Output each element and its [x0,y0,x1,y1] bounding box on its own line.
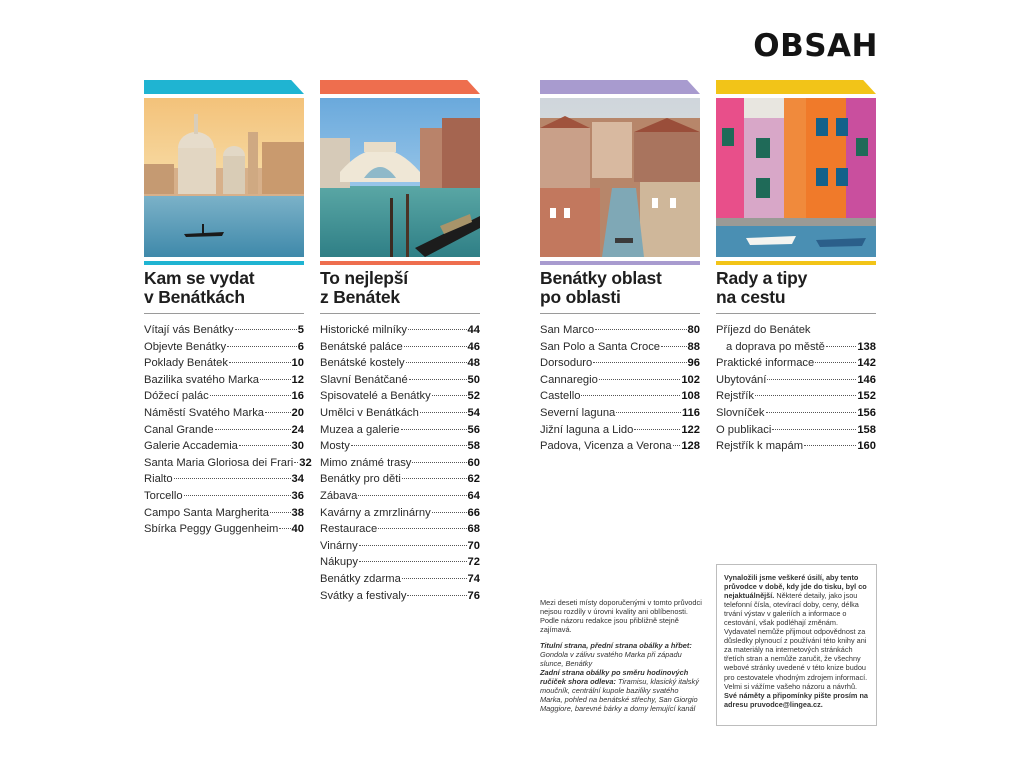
toc-leader-dots [826,346,856,347]
toc-entry-page: 146 [857,373,876,386]
toc-leader-dots [402,578,467,579]
toc-leader-dots [378,528,466,529]
toc-entry-page: 44 [467,324,480,336]
disclaimer-intro: Vynaložili jsme veškeré úsilí, aby tento průvodce v době, kdy jde do tisku, byl co nejaktuálnější. [724,573,867,601]
toc-leader-dots [593,362,686,363]
toc-leader-dots [229,362,291,363]
toc-entry-label: Galerie Accademia [144,440,238,453]
toc-entry-page: 76 [467,589,480,602]
toc-leader-dots [420,412,467,413]
toc-entry-page: 46 [467,340,480,353]
toc-leader-dots [772,429,856,430]
toc-entry-page: 58 [467,440,480,453]
toc-entry[interactable] [144,488,304,505]
toc-leader-dots [239,445,291,446]
grand-canal-basilica-photo [144,98,304,257]
toc-entry[interactable] [716,405,876,422]
toc-leader-dots [215,429,291,430]
toc-leader-dots [358,495,466,496]
toc-entry-page: 160 [857,440,876,453]
toc-entry-page: 40 [291,523,304,536]
toc-entry-label: Rialto [144,473,173,486]
toc-entry[interactable] [144,388,304,405]
toc-entry-label: Mosty [320,440,350,453]
toc-entry-label: O publikaci [716,423,772,436]
back-cover-text: Tiramisu, klasický italský moučník, centrální kupole baziliky svatého Marka, pohled na benátské střechy, San Giorgio Maggiore, barevné bárky a domy lemující kanál [540,677,699,713]
toc-leader-dots [260,379,291,380]
toc-leader-dots [432,512,467,513]
toc-entry[interactable] [540,355,700,372]
toc-entry[interactable] [716,355,876,372]
back-cover-label: Zadní strana obálky po směru hodinových ručiček shora odleva: [540,668,689,686]
toc-leader-dots [270,512,291,513]
toc-entry-page: 20 [291,406,304,419]
toc-entry-page: 64 [467,489,480,502]
toc-entry[interactable] [540,422,700,439]
venice-rooftops-photo [540,98,700,257]
toc-entry[interactable] [320,588,480,605]
toc-entry-page: 10 [291,357,304,370]
toc-entry-page: 102 [681,373,700,386]
disclaimer-body: Některé detaily, jako jsou telefonní čísla, otevírací doby, ceny, délka trvání výstav v galeriích a informace o cestování, však podléhají změnám. Vydavatel nemůže přijmout odpovědnost za důsledky plynoucí z používání této knihy ani za materiály na internetových stránkách třetích stran a nemůže zaručit, že všechny webové stránky uvedené v této knize budou pro cestovatele vhodným zdrojem informací. Velmi si vážíme vašeho názoru a návrhů. [724,591,868,691]
toc-entry[interactable] [716,372,876,389]
section-color-bar [716,80,876,94]
disclaimer-box [716,564,877,726]
section-divider [540,313,700,314]
toc-leader-dots [404,346,467,347]
toc-entry[interactable] [320,554,480,571]
toc-entry-label: Torcello [144,489,183,502]
section-color-bar [540,80,700,94]
toc-leader-dots [265,412,291,413]
toc-leader-dots [227,346,297,347]
toc-entry[interactable] [144,471,304,488]
toc-entry-page: 16 [291,390,304,403]
toc-leader-dots [294,462,298,463]
toc-leader-dots [407,595,466,596]
note-intro: Mezi deseti místy doporučenými v tomto průvodci nejsou rozdíly v úrovni kvality ani oblíbenosti. Podle názoru redakce jsou přibližně stejně zajímavá. [540,598,702,634]
toc-entry[interactable] [144,355,304,372]
toc-entry-label: Benátky pro děti [320,473,401,486]
toc-entry-label-continued: a doprava po městě [726,340,825,353]
toc-entry[interactable] [144,339,304,356]
toc-entry-label: Příjezd do Benátek [716,324,811,336]
section-heading-line1: Benátky oblast [540,268,662,288]
toc-leader-dots [767,379,856,380]
toc-entry-page: 108 [681,390,700,403]
toc-entry[interactable] [320,388,480,405]
toc-leader-dots [235,329,297,330]
toc-entry-page: 68 [467,523,480,536]
toc-leader-dots [406,362,467,363]
toc-entry-label: Vinárny [320,539,358,552]
toc-entry[interactable] [320,438,480,455]
toc-entry[interactable] [320,355,480,372]
toc-entry-page: 128 [681,440,700,453]
section-divider [320,313,480,314]
toc-leader-dots [359,561,467,562]
section-color-underline [540,261,700,265]
toc-entry[interactable] [540,438,700,455]
section-color-underline [144,261,304,265]
toc-entry-label: Zábava [320,489,358,502]
toc-entry-label: Dóžecí palác [144,390,209,403]
toc-leader-dots [210,395,291,396]
toc-leader-dots [359,545,467,546]
toc-entry[interactable] [144,521,304,538]
section-color-underline [716,261,876,265]
toc-entry-label: Rejstřík [716,390,754,403]
toc-entry-page: 12 [291,373,304,386]
page-title: OBSAH [753,28,878,64]
toc-entry[interactable] [716,322,876,355]
rialto-bridge-photo [320,98,480,257]
toc-entry[interactable] [320,372,480,389]
toc-entry-page: 142 [857,357,876,370]
toc-entry[interactable] [716,422,876,439]
toc-entry-label: Benátské kostely [320,357,405,370]
toc-entry[interactable] [320,339,480,356]
toc-entry[interactable] [320,505,480,522]
toc-entry-label: Náměstí Svatého Marka [144,406,265,419]
toc-entry-page: 34 [291,473,304,486]
toc-entry[interactable] [144,505,304,522]
toc-entry-label: Bazilika svatého Marka [144,373,260,386]
toc-entry-page: 50 [467,373,480,386]
section-heading-line2: na cestu [716,287,786,307]
toc-entry-label: Historické milníky [320,324,408,336]
toc-entry-label: Severní laguna [540,406,616,419]
toc-leader-dots [634,429,680,430]
toc-entry[interactable] [144,405,304,422]
toc-entry-label: Campo Santa Margherita [144,506,269,519]
toc-entry-label: Muzea a galerie [320,423,400,436]
section-color-bar [320,80,480,94]
toc-entry[interactable] [540,405,700,422]
section-divider [716,313,876,314]
toc-entry-page: 36 [291,489,304,502]
toc-entry-page: 80 [687,324,700,336]
section-heading-line2: v Benátkách [144,287,245,307]
section-color-bar [144,80,304,94]
toc-entry-label: Vítají vás Benátky [144,324,234,336]
toc-entry-label: Mimo známé trasy [320,456,412,469]
toc-entry[interactable] [540,372,700,389]
toc-entry[interactable] [320,488,480,505]
section-color-underline [320,261,480,265]
toc-entry-page: 38 [291,506,304,519]
cover-credits-note [540,598,702,720]
section-heading-line2: z Benátek [320,287,400,307]
toc-leader-dots [401,429,467,430]
toc-entry[interactable] [320,571,480,588]
toc-entry-page: 24 [291,423,304,436]
toc-entry-label: Poklady Benátek [144,357,228,370]
toc-entry-label: Praktické informace [716,357,815,370]
toc-entry-page: 6 [297,340,304,353]
toc-section-2 [320,80,480,604]
toc-entry[interactable] [320,471,480,488]
toc-leader-dots [804,445,856,446]
toc-entry-label: Cannaregio [540,373,598,386]
toc-entry-page: 88 [687,340,700,353]
toc-entry[interactable] [320,405,480,422]
toc-leader-dots [599,379,680,380]
burano-houses-photo [716,98,876,257]
front-cover-label: Titulní strana, přední strana obálky a hřbet: [540,641,692,650]
toc-entry[interactable] [540,322,700,339]
section-heading-line2: po oblasti [540,287,621,307]
toc-entry-label: Slovníček [716,406,765,419]
toc-entry-label: Spisovatelé a Benátky [320,390,431,403]
toc-entry-page: 96 [687,357,700,370]
front-cover-text: Gondola v zálivu svatého Marka při západu slunce, Benátky [540,650,682,668]
section-heading [320,269,480,311]
toc-entry[interactable] [320,538,480,555]
toc-entry-page: 122 [681,423,700,436]
toc-leader-dots [581,395,680,396]
toc-entry-label: Rejstřík k mapám [716,440,804,453]
toc-entry[interactable] [716,388,876,405]
toc-entry-label: Padova, Vicenza a Verona [540,440,672,453]
toc-entry-label: Nákupy [320,556,358,569]
toc-entry[interactable] [144,438,304,455]
toc-entry[interactable] [716,438,876,455]
toc-entry-label: Benátské paláce [320,340,403,353]
toc-entry-page: 74 [467,572,480,585]
toc-list [540,322,700,455]
toc-list [320,322,480,604]
section-heading [540,269,700,311]
toc-leader-dots [766,412,857,413]
toc-leader-dots [616,412,681,413]
toc-entry[interactable] [320,322,480,339]
toc-entry-label: Restaurace [320,523,378,536]
toc-entry-page: 72 [467,556,480,569]
section-heading [716,269,876,311]
toc-entry-label: Slavní Benátčané [320,373,408,386]
toc-leader-dots [351,445,467,446]
toc-entry[interactable] [540,388,700,405]
toc-leader-dots [432,395,467,396]
toc-leader-dots [815,362,856,363]
toc-entry-page: 52 [467,390,480,403]
section-divider [144,313,304,314]
toc-entry-page: 32 [299,456,312,469]
disclaimer-contact: Své náměty a připomínky pište prosím na adresu pruvodce@lingea.cz. [724,690,868,709]
toc-entry-label: Sbírka Peggy Guggenheim [144,523,279,536]
toc-section-3 [540,80,700,455]
toc-entry-label: Svátky a festivaly [320,589,407,602]
toc-entry-page: 56 [467,423,480,436]
toc-entry[interactable] [540,339,700,356]
toc-entry-label: Objevte Benátky [144,340,227,353]
toc-entry-label: San Marco [540,324,595,336]
toc-entry-label: San Polo a Santa Croce [540,340,661,353]
toc-entry-page: 66 [467,506,480,519]
toc-entry-page: 158 [857,423,876,436]
note-credits [540,641,702,713]
toc-entry[interactable] [320,455,480,472]
section-heading-line1: Rady a tipy [716,268,808,288]
toc-leader-dots [402,478,467,479]
toc-entry-page: 60 [467,456,480,469]
section-heading-line1: Kam se vydat [144,268,255,288]
toc-section-1 [144,80,312,538]
toc-entry-page: 54 [467,406,480,419]
toc-leader-dots [279,528,290,529]
toc-list [144,322,312,538]
toc-entry-label: Kavárny a zmrzlinárny [320,506,431,519]
toc-leader-dots [408,329,467,330]
toc-entry-label: Castello [540,390,581,403]
toc-entry[interactable] [320,521,480,538]
toc-entry[interactable] [144,422,304,439]
toc-entry[interactable] [144,372,304,389]
toc-entry-page: 138 [857,340,876,353]
toc-leader-dots [595,329,686,330]
toc-entry-label: Canal Grande [144,423,214,436]
toc-entry-page: 62 [467,473,480,486]
toc-entry[interactable] [320,422,480,439]
toc-entry-label: Ubytování [716,373,767,386]
toc-list [716,322,876,455]
toc-entry-page: 48 [467,357,480,370]
section-heading-line1: To nejlepší [320,268,408,288]
toc-entry-page: 116 [681,406,700,419]
toc-entry-page: 70 [467,539,480,552]
toc-entry-page: 30 [291,440,304,453]
toc-entry[interactable] [144,322,304,339]
toc-leader-dots [661,346,687,347]
toc-entry-label: Dorsoduro [540,357,593,370]
toc-entry[interactable] [144,455,312,472]
toc-entry-label: Jižní laguna a Lido [540,423,634,436]
toc-entry-page: 156 [857,406,876,419]
section-heading [144,269,304,311]
toc-section-4 [716,80,876,455]
toc-leader-dots [755,395,856,396]
toc-leader-dots [409,379,467,380]
toc-leader-dots [412,462,466,463]
toc-entry-label: Benátky zdarma [320,572,401,585]
toc-entry-page: 152 [857,390,876,403]
toc-entry-label: Santa Maria Gloriosa dei Frari [144,456,294,469]
toc-leader-dots [174,478,291,479]
toc-entry-page: 5 [297,324,304,336]
toc-leader-dots [184,495,291,496]
toc-entry-label: Umělci v Benátkách [320,406,419,419]
toc-leader-dots [673,445,681,446]
